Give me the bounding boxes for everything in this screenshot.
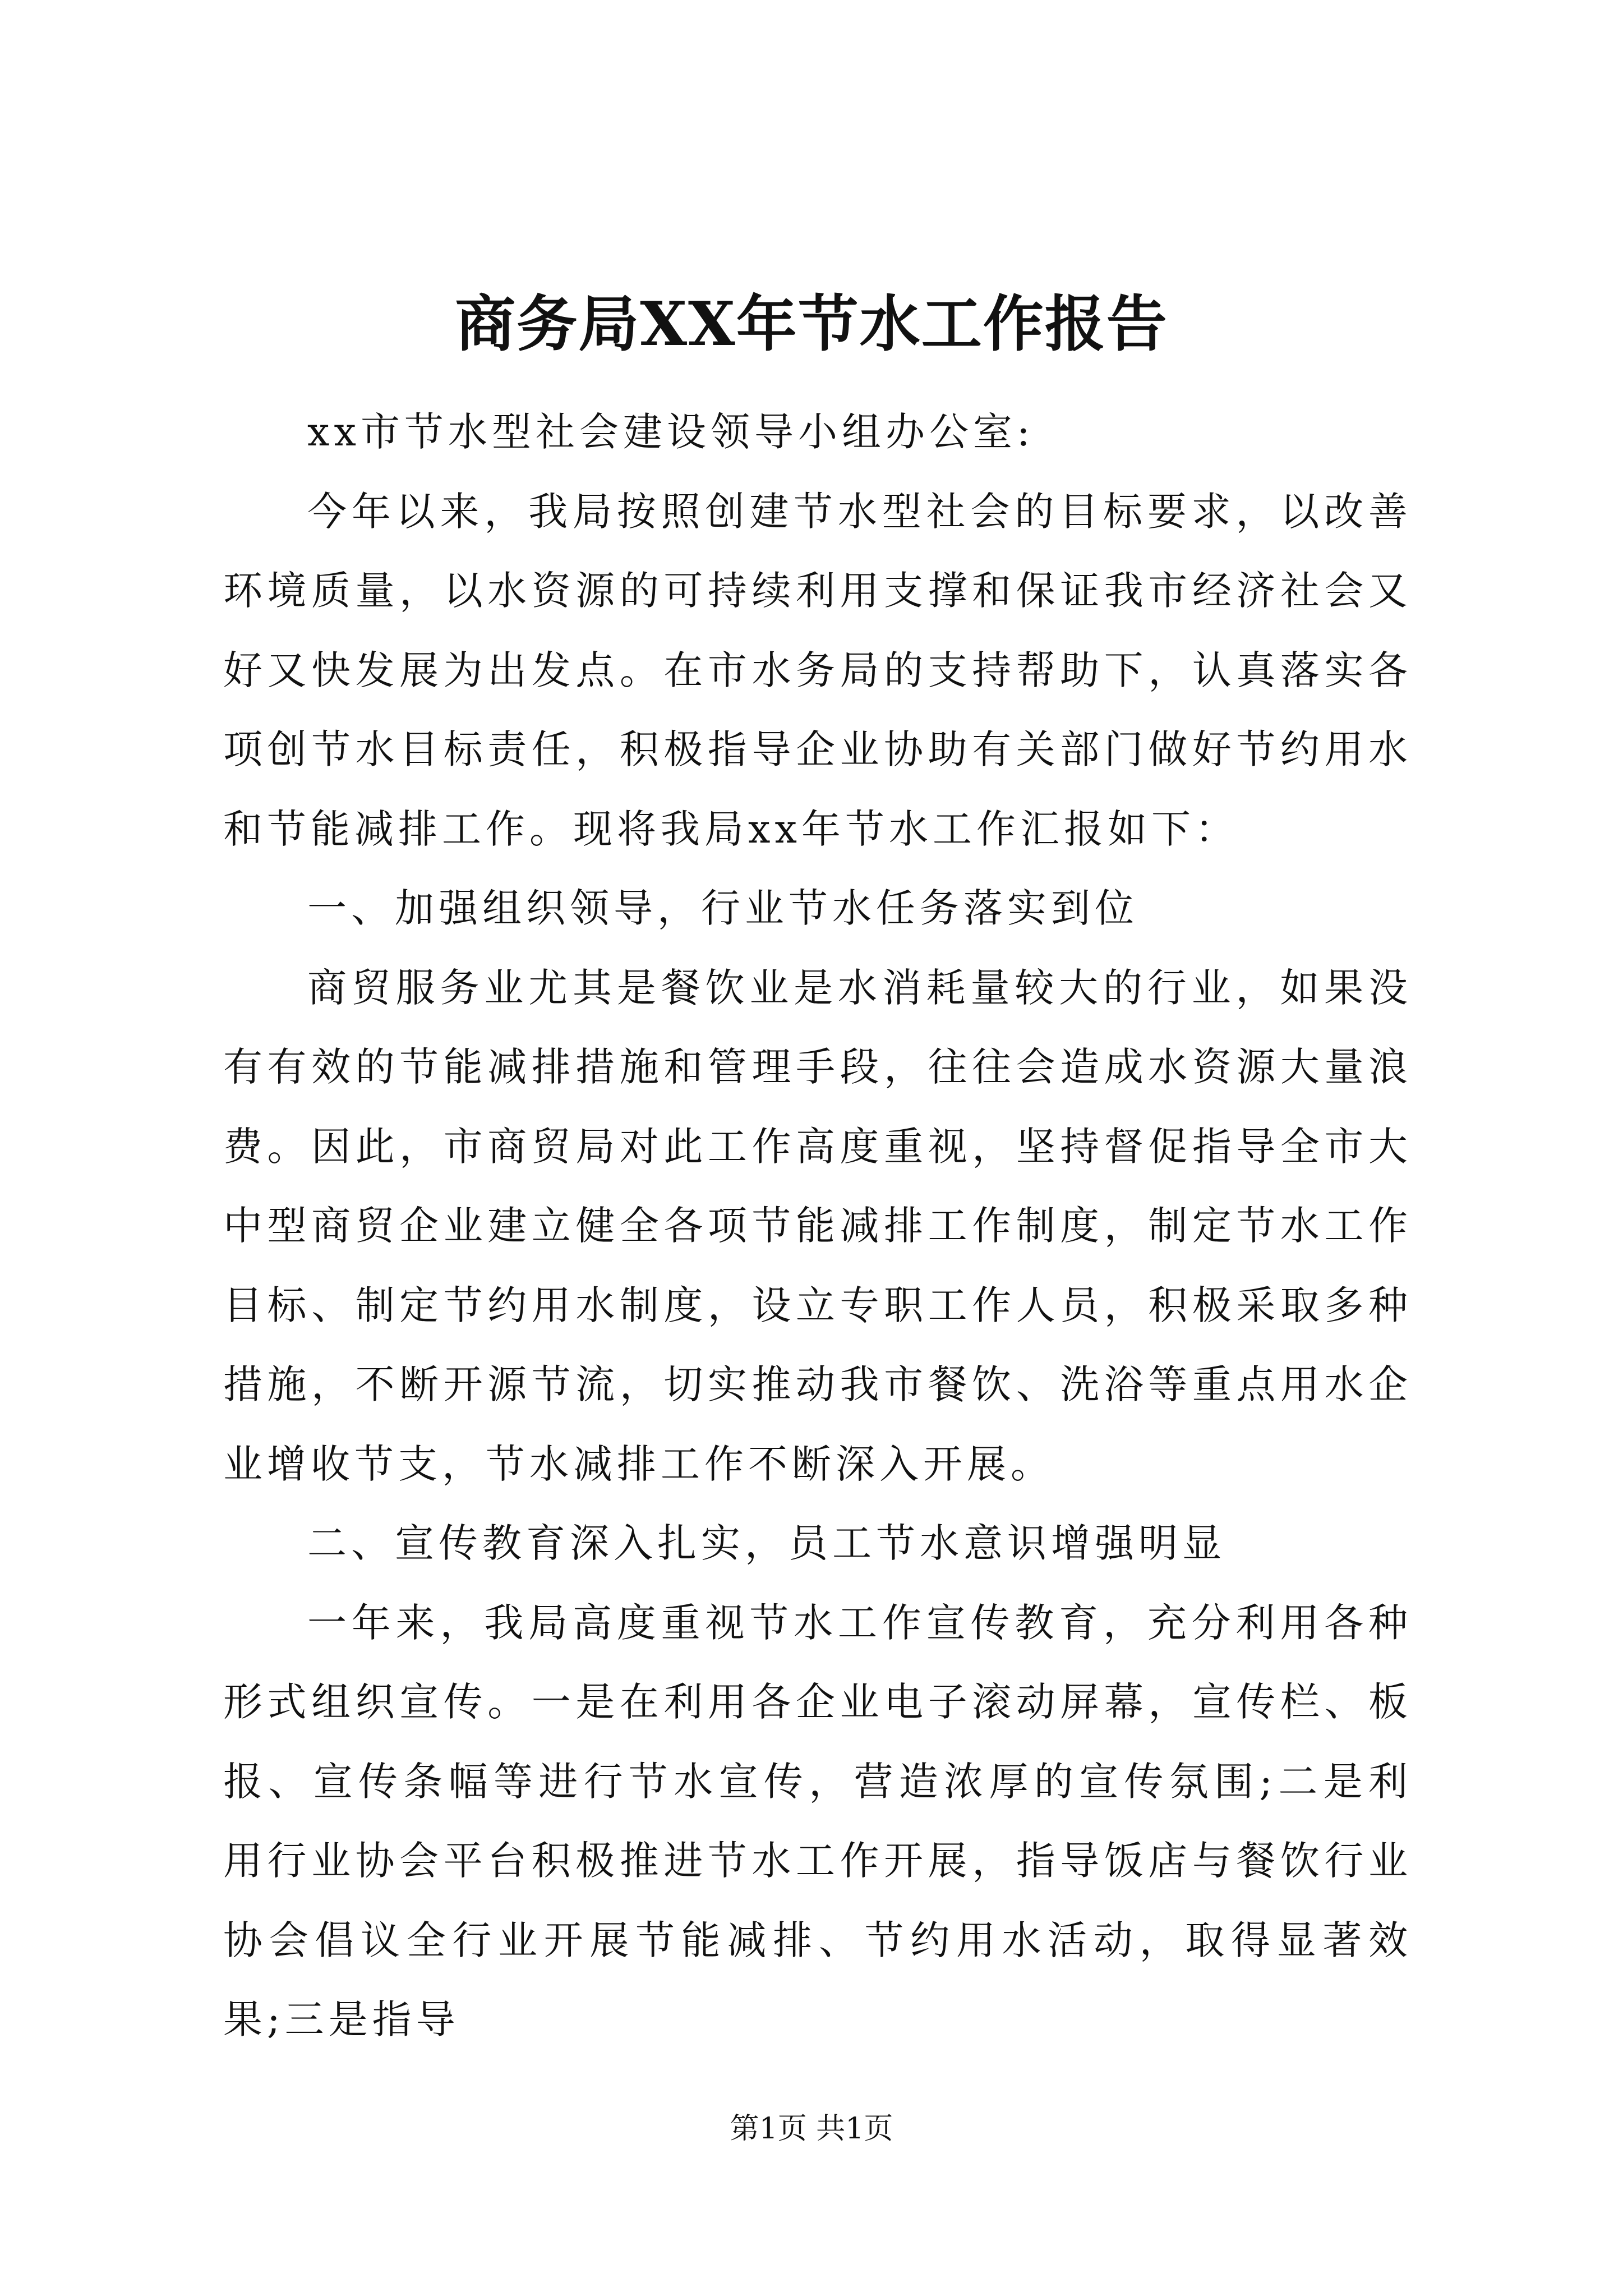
addressee-line: xx市节水型社会建设领导小组办公室: [307,409,1035,455]
section-heading-2: 二、宣传教育深入扎实，员工节水意识增强明显 [307,1520,1226,1566]
paragraph-section-2: 一年来，我局高度重视节水工作宣传教育，充分利用各种形式组织宣传。一是在利用各企业电子滚动屏幕，宣传栏、板报、宣传条幅等进行节水宣传，营造浓厚的宣传氛围;二是利用行业协会平台积极推进节水工作开展，指导饭店与餐饮行业协会倡议全行业开展节能减排、节约用水活动，取得显著效果;三是指导 [223,1599,1412,2042]
section-heading-1: 一、加强组织领导，行业节水任务落实到位 [307,885,1138,931]
paragraph-section-1: 商贸服务业尤其是餐饮业是水消耗量较大的行业，如果没有有效的节能减排措施和管理手段，往往会造成水资源大量浪费。因此，市商贸局对此工作高度重视，坚持督促指导全市大中型商贸企业建立健全各项节能减排工作制度，制定节水工作目标、制定节约用水制度，设立专职工作人员，积极采取多种措施，不断开源节流，切实推动我市餐饮、洗浴等重点用水企业增收节支，节水减排工作不断深入开展。 [223,964,1412,1487]
document-body [223,393,1412,2060]
page-number-footer: 第1页 共1页 [730,2112,893,2146]
paragraph-intro: 今年以来，我局按照创建节水型社会的目标要求，以改善环境质量，以水资源的可持续利用支撑和保证我市经济社会又好又快发展为出发点。在市水务局的支持帮助下，认真落实各项创节水目标责任，积极指导企业协助有关部门做好节约用水和节能减排工作。现将我局xx年节水工作汇报如下： [223,488,1412,852]
document-title: 商务局XX年节水工作报告 [455,289,1168,360]
